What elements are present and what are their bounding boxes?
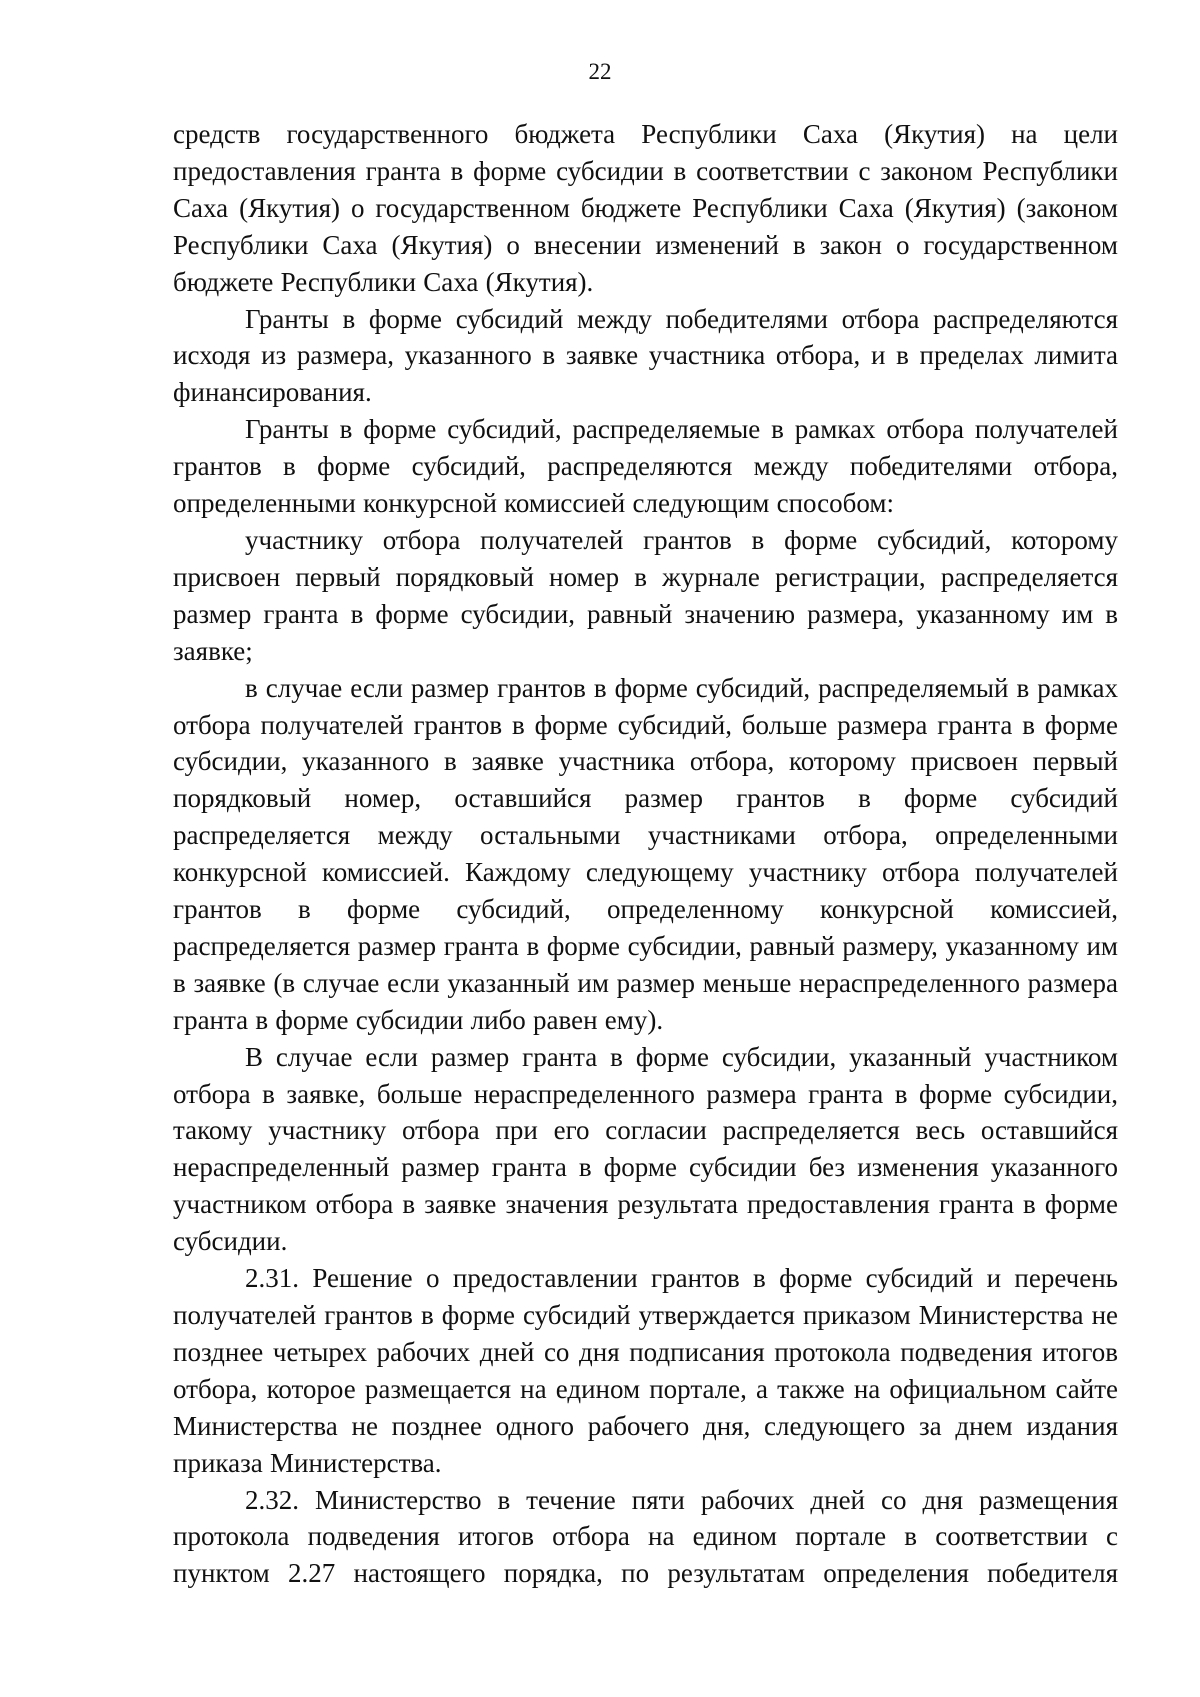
document-body [173, 116, 1118, 1592]
paragraph-budget-continuation: средств государственного бюджета Республики Саха (Якутия) на цели предоставления гранта в форме субсидии в соответствии с законом Республики Саха (Якутия) о государственном бюджете Республики Саха (Якутия) (законом Республики Саха (Якутия) о внесении изменений в закон о государственном бюджете Республики Саха (Якутия). [173, 119, 1118, 297]
paragraph-exceeding-amount: В случае если размер гранта в форме субсидии, указанный участником отбора в заявке, больше нераспределенного размера гранта в форме субсидии, такому участнику отбора при его согласии распределяется весь оставшийся нераспределенный размер гранта в форме субсидии без изменения указанного участником отбора в заявке значения результата предоставления гранта в форме субсидии. [173, 1041, 1118, 1257]
paragraph-distribution-method: Гранты в форме субсидий, распределяемые в рамках отбора получателей грантов в форме субсидий, распределяются между победителями отбора, определенными конкурсной комиссией следующим способом: [173, 414, 1118, 519]
paragraph-remaining-participants: в случае если размер грантов в форме субсидий, распределяемый в рамках отбора получателей грантов в форме субсидий, больше размера гранта в форме субсидии, указанного в заявке участника отбора, которому присвоен первый порядковый номер, оставшийся размер грантов в форме субсидий распределяется между остальными участниками отбора, определенными конкурсной комиссией. Каждому следующему участнику отбора получателей грантов в форме субсидий, определенному конкурсной комиссией, распределяется размер гранта в форме субсидии, равный размеру, указанному им в заявке (в случае если указанный им размер меньше нераспределенного размера гранта в форме субсидии либо равен ему). [173, 672, 1118, 1035]
paragraph-grants-distribution: Гранты в форме субсидий между победителями отбора распределяются исходя из размера, указанного в заявке участника отбора, и в пределах лимита финансирования. [173, 303, 1118, 408]
page-number: 22 [588, 59, 612, 84]
paragraph-first-participant: участнику отбора получателей грантов в форме субсидий, которому присвоен первый порядковый номер в журнале регистрации, распределяется размер гранта в форме субсидии, равный значению размера, указанному им в заявке; [173, 524, 1118, 666]
paragraph-clause-2-31: 2.31. Решение о предоставлении грантов в форме субсидий и перечень получателей грантов в форме субсидий утверждается приказом Министерства не позднее четырех рабочих дней со дня подписания протокола подведения итогов отбора, которое размещается на едином портале, а также на официальном сайте Министерства не позднее одного рабочего дня, следующего за днем издания приказа Министерства. [173, 1263, 1118, 1478]
paragraph-clause-2-32: 2.32. Министерство в течение пяти рабочих дней со дня размещения протокола подведения итогов отбора на едином портале в соответствии с пунктом 2.27 настоящего порядка, по результатам определения победителя [173, 1484, 1118, 1589]
